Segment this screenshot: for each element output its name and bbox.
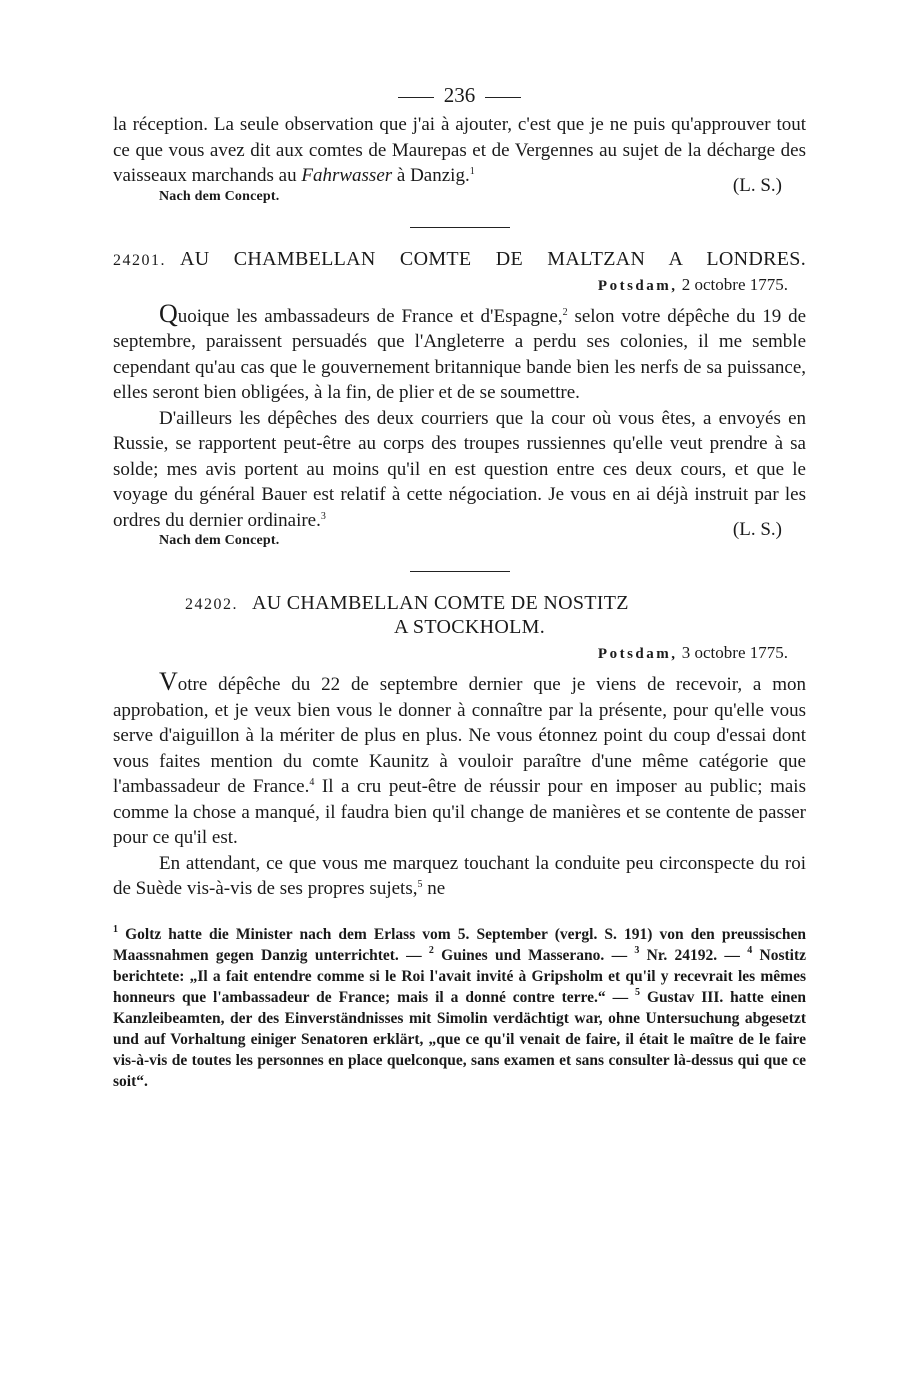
letter-place: Potsdam, [597,277,678,294]
footnote-text-2: Guines und Masserano. — [433,946,635,964]
footnote-ref-5: 5 [417,879,423,890]
letter-title: AU CHAMBELLAN COMTE DE MALTZAN A LONDRES. [180,247,806,270]
letter2-paragraph-1 [113,669,806,851]
letter1-paragraph-1 [113,298,806,406]
footnotes [113,924,806,1092]
paragraph-text: En attendant, ce que vous me marquez touchant la conduite peu circonspecte du roi de Suède vis-à-vis de ses propres sujets, [113,852,806,899]
source-note: Nach dem Concept. [159,533,280,548]
header-dash-right [485,97,521,98]
footnote-text-4: Nostitz berichtete: „Il a fait entendre comme si le Roi l'avait invité à Gripsholm et qu'il y recevrait les mêmes honneurs que l'ambassadeur de France; mais il a donné contre terre.“ — [113,946,806,1006]
seal-signature: (L. S.) [732,519,782,540]
paragraph-text-cont: ne [422,878,446,899]
letter-date: 3 octobre 1775. [681,643,788,662]
footnote-marker-3: 3 [634,944,640,956]
letter-dateline [113,275,788,295]
paragraph-text: uoique les ambassadeurs de France et d'Espagne, [177,305,563,327]
signature-row-1 [113,519,806,559]
paragraph-text: otre dépêche du 22 de septembre dernier que je viens de recevoir, a mon approbation, et je veux bien vous le donner à connaître par la présente, pour qu'elle vous serve d'aiguillon à la mériter de plus en plus. Ne vous étonnez point du coup d'essai dont vous faites mention du comte Kaunitz à vouloir paraître d'une même catégorie que l'ambassadeur de France. [113,674,806,797]
section-divider [410,227,510,228]
footnote-ref-3: 3 [320,510,326,522]
footnote-text-1: Goltz hatte die Minister nach dem Erlass vom 5. September (vergl. S. 191) von den preussischen Maassnahmen gegen Danzig unterrichtet. — [113,925,806,964]
page-number: 236 [443,83,476,107]
letter-number: 24202. [185,596,238,613]
footnote-text-3: Nr. 24192. — [639,946,748,964]
footnote-text-5: Gustav III. hatte einen Kanzleibeamten, der des Einverständnisses mit Simolin verdächtigt war, ohne Untersuchung abgesetzt und auf Vorhaltung einiger Senatoren erklärt, „que ce qu'il venait de faire, il était le maître de le faire vis-à-vis de toutes les personnes en place quelconque, sans examen et sans consulter là-dessus qui que ce soit“. [113,988,806,1090]
continuation-paragraph [113,112,806,189]
paragraph-text-cont: Il a cru peut-être de réussir pour en imposer au public; mais comme la chose a manqué, il faudra bien qu'il change de manières et se contente de passer pour ce qu'il est. [113,776,806,848]
letter-number: 24201. [113,251,166,269]
letter-heading-24202-line2: A STOCKHOLM. [393,616,546,638]
footnote-marker-1: 1 [113,923,118,935]
paragraph-text-cont: selon votre dépêche du 19 de septembre, paraissent persuadés que l'Angleterre a perdu ses colonies, il me semble cependant qu'au cas que le gouvernement britannique bande bien les nerfs de sa puissance, elles seront bien obligées, à la fin, de plier et de se soumettre. [113,305,806,403]
letter-date: 2 octobre 1775. [681,274,788,294]
footnote-ref-1: 1 [469,166,475,177]
letter-heading-24202 [113,592,806,615]
source-note: Nach dem Concept. [159,188,280,204]
header-dash-left [398,97,434,98]
italic-term: Fahrwasser [301,165,393,186]
letter-title: AU CHAMBELLAN COMTE DE NOSTITZ [252,592,629,614]
footnote-marker-2: 2 [428,944,434,956]
letter-dateline [113,643,788,663]
footnote-ref-2: 2 [562,306,568,318]
letter2-paragraph-2 [113,851,806,902]
letter1-paragraph-2 [113,406,806,534]
footnote-ref-4: 4 [309,777,315,788]
continuation-text-end: à Danzig. [392,165,470,186]
footnote-marker-4: 4 [747,944,753,956]
letter-heading-24201 [113,248,806,271]
section-divider [410,571,510,572]
document-page [113,78,806,1092]
drop-capital: V [159,667,178,696]
letter-place: Potsdam, [597,646,678,662]
paragraph-text: D'ailleurs les dépêches des deux courriers que la cour où vous êtes, a envoyés en Russie, se rapportent peut-être au corps des troupes russiennes qu'elle veut prendre à sa solde; mes avis portent au moins qu'il en est question entre ces deux cours, et que le voyage du général Bauer est relatif à cette négociation. Je vous en ai déjà instruit par les ordres du dernier ordinaire. [113,407,806,531]
seal-signature: (L. S.) [732,174,782,196]
continuation-text: la réception. La seule observation que j'ai à ajouter, c'est que je ne puis qu'approuver tout ce que vous avez dit aux comtes de Maurepas et de Vergennes au sujet de la décharge des vaisseaux marchands au [113,114,806,186]
page-number-header [113,78,806,112]
footnote-marker-5: 5 [635,986,641,998]
drop-capital: Q [159,298,178,328]
